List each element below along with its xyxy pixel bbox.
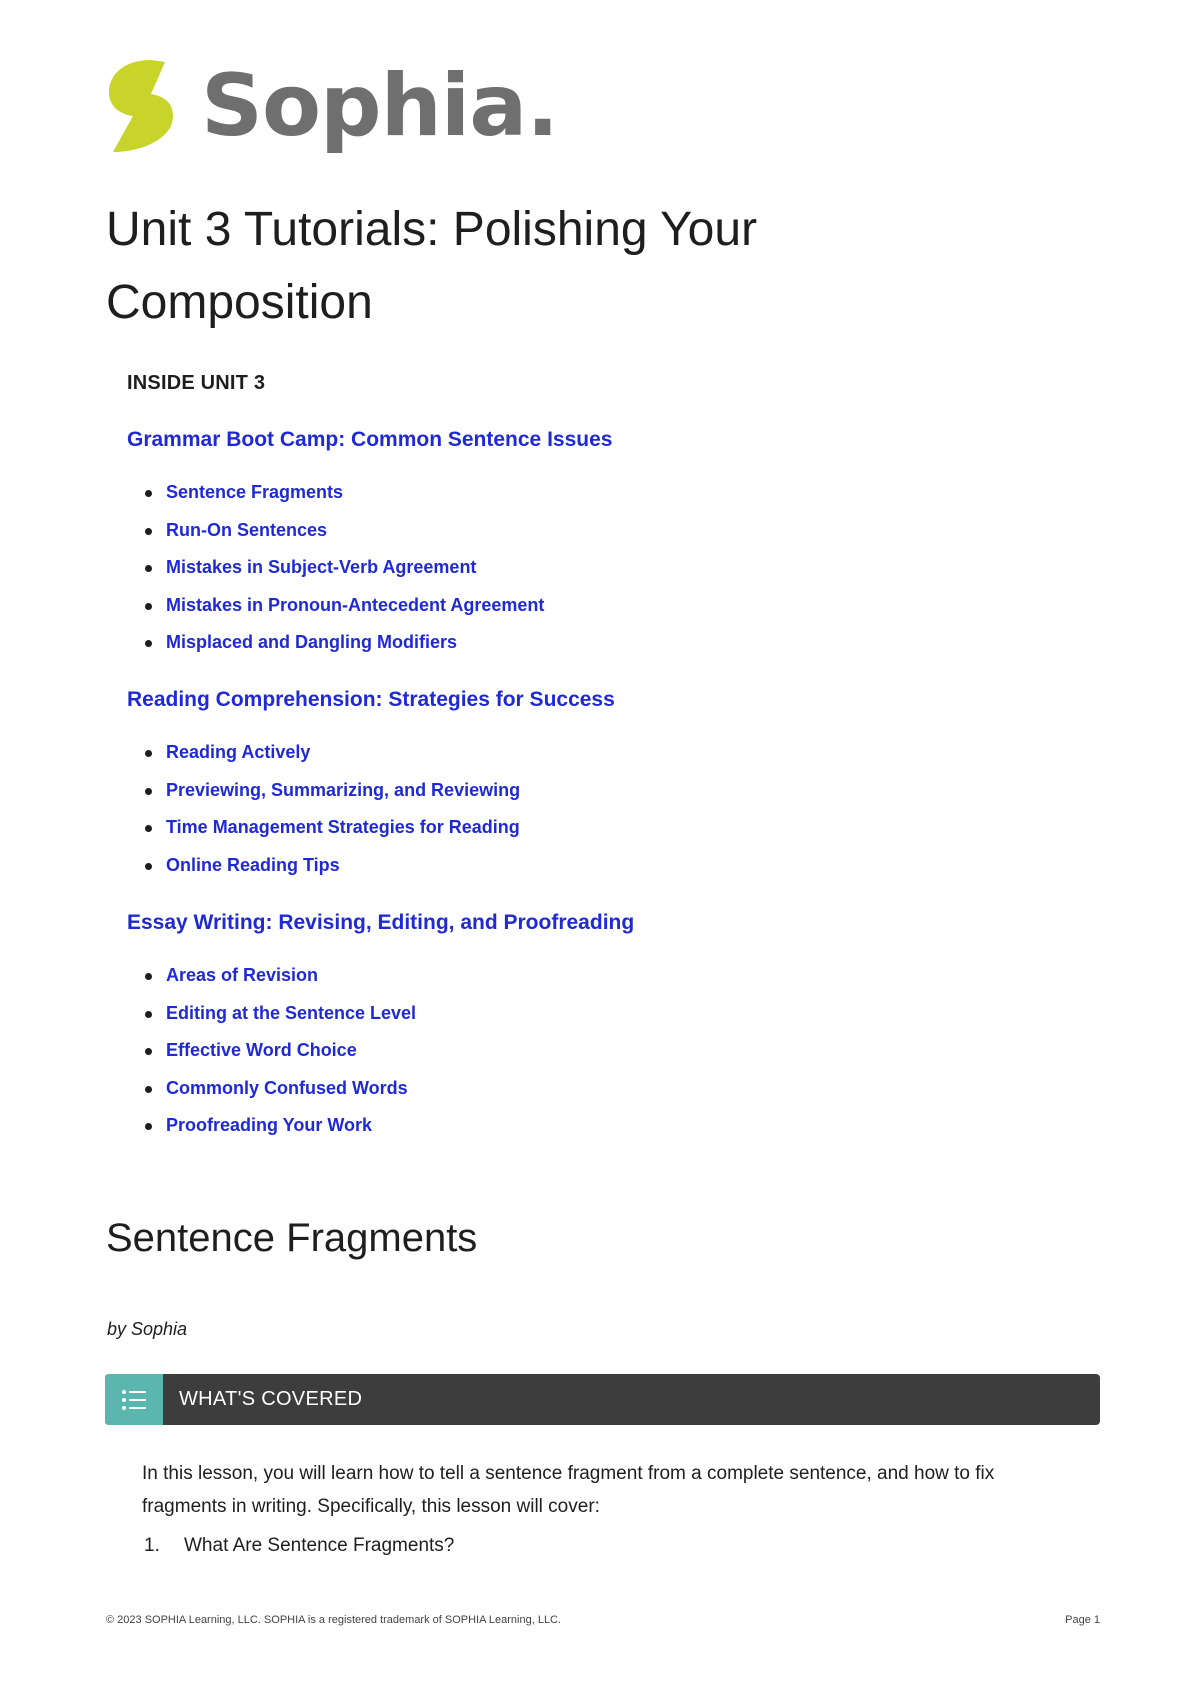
- section-link-essay-writing[interactable]: Essay Writing: Revising, Editing, and Proofreading: [127, 911, 635, 934]
- toc-link-word-choice[interactable]: Effective Word Choice: [166, 1040, 357, 1061]
- unit-title: Unit 3 Tutorials: Polishing Your Composition: [106, 203, 758, 329]
- bullet-icon: [145, 603, 152, 610]
- toc-link-sentence-fragments[interactable]: Sentence Fragments: [166, 482, 344, 502]
- footer-copyright: © 2023 SOPHIA Learning, LLC. SOPHIA is a registered trademark of SOPHIA Learning, LLC.: [106, 1614, 562, 1626]
- bullet-icon: [145, 1011, 152, 1018]
- sophia-logo: [103, 56, 558, 156]
- whats-covered-label: WHAT'S COVERED: [179, 1388, 363, 1410]
- list-icon: [105, 1374, 163, 1425]
- toc-link-run-on-sentences[interactable]: Run-On Sentences: [166, 519, 328, 540]
- lesson-byline: by Sophia: [107, 1319, 188, 1339]
- toc-link-subject-verb[interactable]: Mistakes in Subject-Verb Agreement: [166, 557, 477, 578]
- bullet-icon: [145, 825, 152, 832]
- toc-link-previewing[interactable]: Previewing, Summarizing, and Reviewing: [166, 779, 521, 800]
- toc-link-modifiers[interactable]: Misplaced and Dangling Modifiers: [166, 632, 458, 653]
- list-item: [142, 1530, 454, 1562]
- toc-link-confused-words[interactable]: Commonly Confused Words: [166, 1077, 408, 1098]
- toc-link-proofreading[interactable]: Proofreading Your Work: [166, 1115, 373, 1136]
- bullet-icon: [145, 788, 152, 795]
- toc-link-areas-of-revision[interactable]: Areas of Revision: [166, 965, 319, 985]
- footer-page-number: Page 1: [1065, 1614, 1100, 1626]
- whats-covered-list: [142, 1530, 454, 1562]
- whats-covered-intro: In this lesson, you will learn how to tell a sentence fragment from a complete sentence, and how to fix fragments in writing. Specifically, this lesson will cover:: [142, 1463, 995, 1517]
- inside-unit-label: INSIDE UNIT 3: [127, 372, 266, 394]
- bullet-icon: [145, 750, 152, 757]
- bullet-icon: [145, 1048, 152, 1055]
- sophia-wordmark: Sophia.: [201, 56, 558, 156]
- list-number: 1.: [144, 1535, 160, 1556]
- whats-covered-header: [105, 1374, 1100, 1425]
- bullet-icon: [145, 973, 152, 980]
- sophia-logo-mark-icon: [103, 56, 179, 156]
- bullet-icon: [145, 565, 152, 572]
- bullet-icon: [145, 490, 152, 497]
- toc-link-online-reading[interactable]: Online Reading Tips: [166, 854, 340, 875]
- toc-link-time-management[interactable]: Time Management Strategies for Reading: [166, 817, 520, 838]
- toc-link-editing-sentence-level[interactable]: Editing at the Sentence Level: [166, 1002, 417, 1023]
- list-item-text: What Are Sentence Fragments?: [184, 1535, 455, 1556]
- bullet-icon: [145, 528, 152, 535]
- bullet-icon: [145, 1086, 152, 1093]
- bullet-icon: [145, 863, 152, 870]
- toc-link-reading-actively[interactable]: Reading Actively: [166, 742, 311, 762]
- section-link-reading-comprehension[interactable]: Reading Comprehension: Strategies for Success: [127, 688, 615, 711]
- section-link-grammar-boot-camp[interactable]: Grammar Boot Camp: Common Sentence Issues: [127, 428, 613, 451]
- toc-link-pronoun-antecedent[interactable]: Mistakes in Pronoun-Antecedent Agreement: [166, 594, 545, 615]
- lesson-title: Sentence Fragments: [106, 1216, 478, 1260]
- bullet-icon: [145, 1123, 152, 1130]
- bullet-icon: [145, 640, 152, 647]
